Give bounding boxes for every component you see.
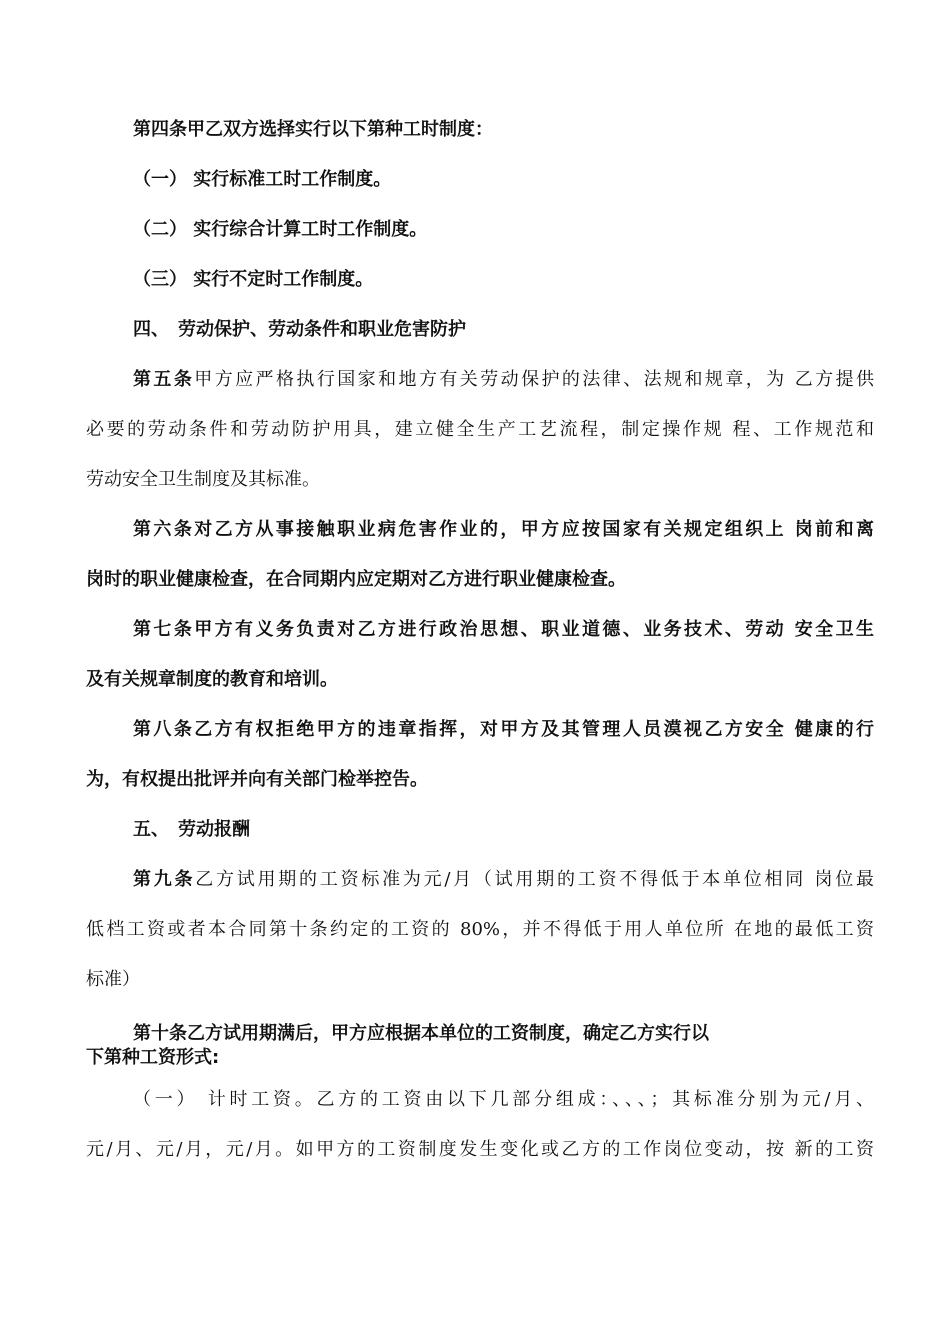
article-10-line-1: 第十条乙方试用期满后，甲方应根据本单位的工资制度，确定乙方实行以 <box>133 1023 709 1044</box>
article-4-option-1: （一） 实行标准工时工作制度。 <box>133 169 392 190</box>
article-6-line-2: 岗时的职业健康检查，在合同期内应定期对乙方进行职业健康检查。 <box>86 569 626 590</box>
article-9-line-2: 低档工资或者本合同第十条约定的工资的 80%，并不得低于用人单位所 在地的最低工资 <box>86 919 874 940</box>
article-7-line-2: 及有关规章制度的教育和培训。 <box>86 669 338 690</box>
section-5-heading: 五、 劳动报酬 <box>133 819 250 840</box>
section-4-heading: 四、 劳动保护、劳动条件和职业危害防护 <box>133 319 466 340</box>
article-9-text: 乙方试用期的工资标准为元/月（试用期的工资不得低于本单位相同 岗位最 <box>195 869 875 890</box>
article-9-label: 第九条 <box>133 869 196 890</box>
article-6-line-1: 第六条对乙方从事接触职业病危害作业的，甲方应按国家有关规定组织上 岗前和离 <box>133 519 874 540</box>
article-7-line-1: 第七条甲方有义务负责对乙方进行政治思想、职业道德、业务技术、劳动 安全卫生 <box>133 619 874 640</box>
article-4-title: 第四条甲乙双方选择实行以下第种工时制度： <box>133 119 493 140</box>
article-4-option-3: （三） 实行不定时工作制度。 <box>133 269 374 290</box>
article-5-line-1 <box>133 368 874 392</box>
article-10-option-1-line-1: （一） 计时工资。乙方的工资由以下几部分组成：、、、；其标准分别为元/月、 <box>133 1089 874 1110</box>
article-5-line-2: 必要的劳动条件和劳动防护用具，建立健全生产工艺流程，制定操作规 程、工作规范和 <box>86 419 874 440</box>
article-8-line-1: 第八条乙方有权拒绝甲方的违章指挥，对甲方及其管理人员漠视乙方安全 健康的行 <box>133 719 874 740</box>
article-10-line-2: 下第种工资形式: <box>86 1047 220 1068</box>
article-5-text: 甲方应严格执行国家和地方有关劳动保护的法律、法规和规章，为 乙方提供 <box>194 369 875 390</box>
article-8-line-2: 为，有权提出批评并向有关部门检举控告。 <box>86 769 428 790</box>
article-5-line-3: 劳动安全卫生制度及其标准。 <box>86 469 320 490</box>
article-9-line-1 <box>133 868 874 892</box>
article-9-line-3: 标准） <box>86 969 140 990</box>
article-4-option-2: （二） 实行综合计算工时工作制度。 <box>133 219 428 240</box>
article-10-option-1-line-2: 元/月、元/月，元/月。如甲方的工资制度发生变化或乙方的工作岗位变动，按 新的工资 <box>86 1139 874 1160</box>
article-5-label: 第五条 <box>133 369 195 390</box>
